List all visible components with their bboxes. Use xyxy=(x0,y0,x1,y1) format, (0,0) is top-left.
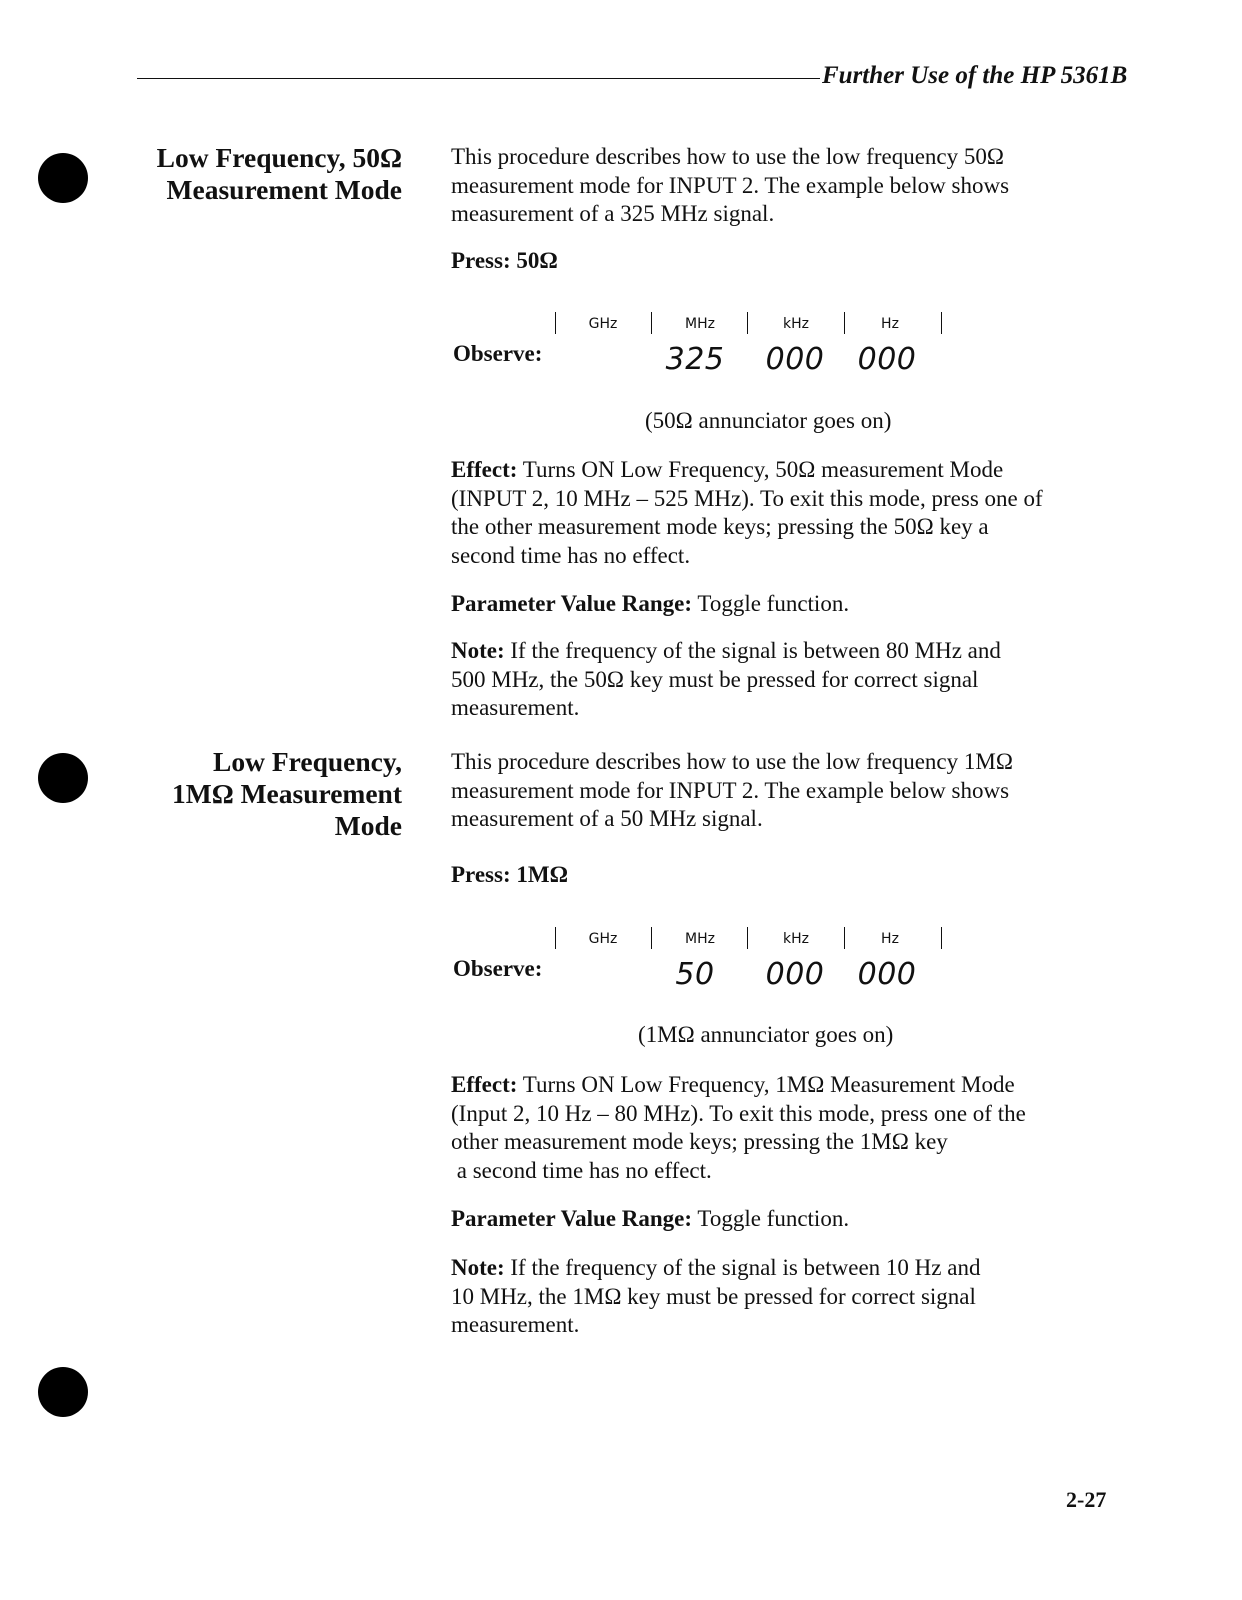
display-divider xyxy=(651,927,652,949)
heading-line: Low Frequency, xyxy=(213,746,402,777)
display-divider xyxy=(555,312,556,334)
frequency-display xyxy=(540,312,960,402)
text-line: (Input 2, 10 Hz – 80 MHz). To exit this mode, press one of the xyxy=(451,1100,1026,1126)
unit-label-mhz: MHz xyxy=(685,316,715,332)
display-divider xyxy=(747,927,748,949)
range-paragraph xyxy=(451,1205,1131,1234)
range-paragraph xyxy=(451,590,1131,619)
display-divider xyxy=(747,312,748,334)
range-label: Parameter Value Range: xyxy=(451,591,693,616)
text-line: a second time has no effect. xyxy=(451,1157,712,1183)
unit-label-khz: kHz xyxy=(783,931,809,947)
unit-label-mhz: MHz xyxy=(685,931,715,947)
binder-hole xyxy=(38,1367,88,1417)
display-divider xyxy=(844,927,845,949)
display-divider xyxy=(941,927,942,949)
text-line: measurement of a 50 MHz signal. xyxy=(451,806,763,831)
unit-label-ghz: GHz xyxy=(588,931,618,947)
digits-mhz: 50 xyxy=(675,957,715,992)
unit-label-hz: Hz xyxy=(881,316,899,332)
binder-hole xyxy=(38,753,88,803)
note-text: If the frequency of the signal is between 80 MHz and xyxy=(510,638,1001,663)
header-rule xyxy=(137,78,820,79)
effect-label: Effect: xyxy=(451,457,518,482)
effect-text: Turns ON Low Frequency, 1MΩ Measurement Mode xyxy=(522,1072,1015,1097)
section-heading xyxy=(100,746,402,842)
display-divider xyxy=(555,927,556,949)
text-line: 500 MHz, the 50Ω key must be pressed for correct signal xyxy=(451,666,979,692)
text-line xyxy=(451,637,1131,666)
text-line: the other measurement mode keys; pressing the 50Ω key a xyxy=(451,514,989,539)
text-line: This procedure describes how to use the low frequency 50Ω xyxy=(451,144,1004,169)
effect-text: Turns ON Low Frequency, 50Ω measurement Mode xyxy=(522,457,1004,482)
page-number: 2-27 xyxy=(1066,1487,1107,1512)
intro-paragraph xyxy=(451,143,1131,229)
press-instruction: Press: 50Ω xyxy=(451,248,558,273)
annunciator-note: (1MΩ annunciator goes on) xyxy=(638,1022,894,1047)
effect-paragraph xyxy=(451,1071,1131,1185)
press-instruction: Press: 1MΩ xyxy=(451,862,568,887)
intro-paragraph xyxy=(451,748,1131,834)
digits-khz: 000 xyxy=(765,957,825,992)
note-label: Note: xyxy=(451,1255,505,1280)
text-line: measurement of a 325 MHz signal. xyxy=(451,201,775,226)
annunciator-note: (50Ω annunciator goes on) xyxy=(645,408,892,433)
range-text: Toggle function. xyxy=(697,591,850,616)
text-line xyxy=(451,456,1131,485)
note-label: Note: xyxy=(451,638,505,663)
unit-label-khz: kHz xyxy=(783,316,809,332)
range-label: Parameter Value Range: xyxy=(451,1206,693,1231)
digits-mhz: 325 xyxy=(665,342,725,377)
text-line xyxy=(451,1071,1131,1100)
heading-line: 1MΩ Measurement xyxy=(172,778,402,809)
frequency-display xyxy=(540,927,960,1017)
note-paragraph xyxy=(451,1254,1131,1340)
binder-hole xyxy=(38,153,88,203)
effect-paragraph xyxy=(451,456,1131,570)
text-line: measurement mode for INPUT 2. The example below shows xyxy=(451,777,1010,803)
observe-label: Observe: xyxy=(453,956,543,981)
display-divider xyxy=(651,312,652,334)
range-text: Toggle function. xyxy=(697,1206,850,1231)
observe-label: Observe: xyxy=(453,341,543,366)
heading-line: Mode xyxy=(334,810,402,841)
text-line: (INPUT 2, 10 MHz – 525 MHz). To exit this mode, press one of xyxy=(451,485,1043,511)
text-line: other measurement mode keys; pressing the 1MΩ key xyxy=(451,1129,948,1154)
digits-hz: 000 xyxy=(857,957,917,992)
text-line: measurement mode for INPUT 2. The example below shows xyxy=(451,172,1010,198)
text-line: 10 MHz, the 1MΩ key must be pressed for correct signal xyxy=(451,1283,976,1309)
heading-line: Low Frequency, 50Ω xyxy=(156,142,402,173)
display-divider xyxy=(941,312,942,334)
text-line xyxy=(451,1254,1131,1283)
text-line: This procedure describes how to use the low frequency 1MΩ xyxy=(451,749,1013,774)
effect-label: Effect: xyxy=(451,1072,518,1097)
unit-label-hz: Hz xyxy=(881,931,899,947)
running-header-title: Further Use of the HP 5361B xyxy=(822,62,1128,89)
section-heading xyxy=(100,142,402,206)
display-divider xyxy=(844,312,845,334)
note-text: If the frequency of the signal is between 10 Hz and xyxy=(510,1255,981,1280)
note-paragraph xyxy=(451,637,1131,723)
heading-line: Measurement Mode xyxy=(166,174,402,205)
text-line: measurement. xyxy=(451,1312,580,1337)
digits-hz: 000 xyxy=(857,342,917,377)
unit-label-ghz: GHz xyxy=(588,316,618,332)
text-line: measurement. xyxy=(451,695,580,720)
text-line: second time has no effect. xyxy=(451,542,691,568)
digits-khz: 000 xyxy=(765,342,825,377)
